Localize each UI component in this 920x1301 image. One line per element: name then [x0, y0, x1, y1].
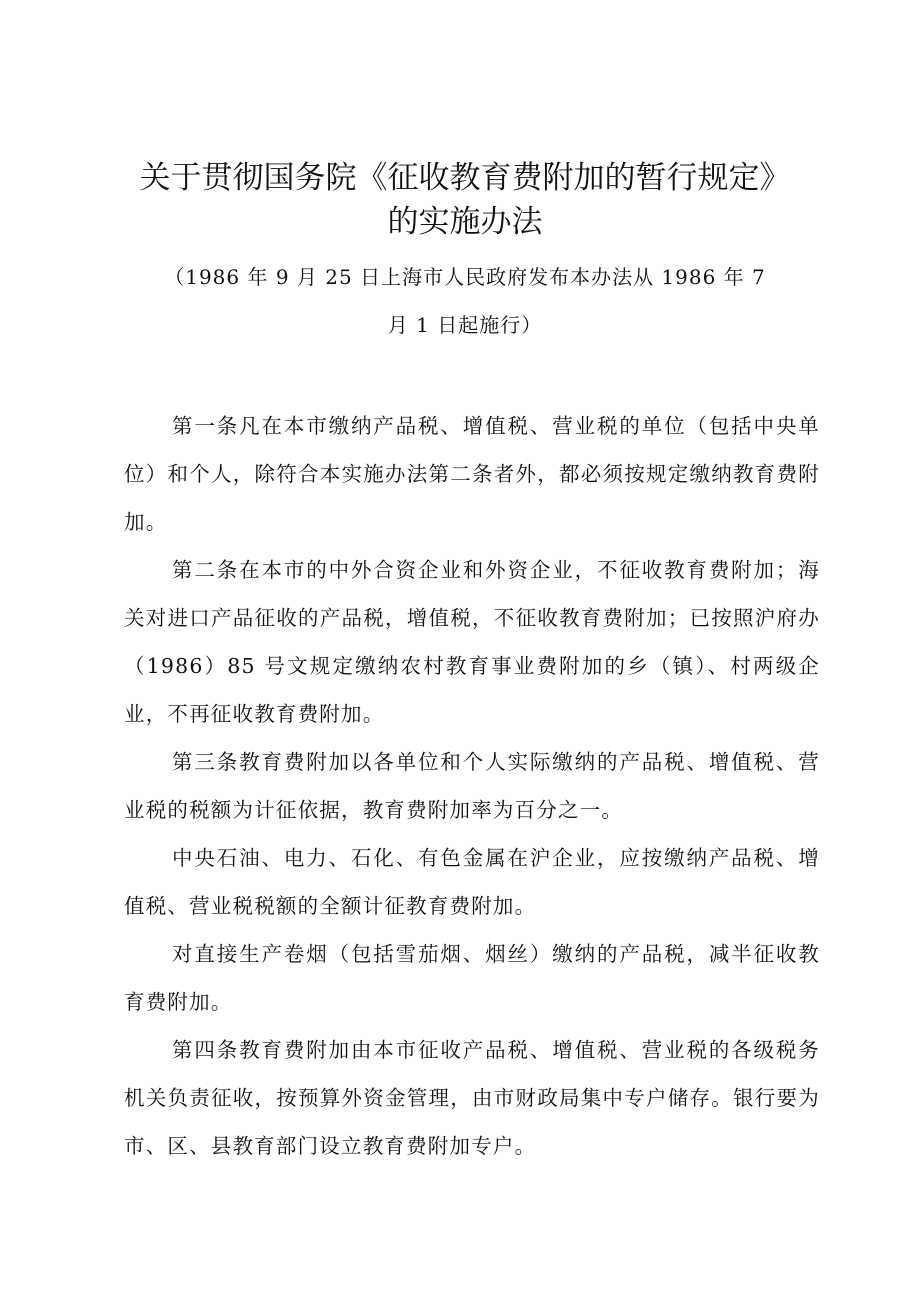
article-3-clause-central-enterprises: 中央石油、电力、石化、有色金属在沪企业，应按缴纳产品税、增值税、营业税税额的全额计征教育费附加。	[124, 846, 820, 918]
article-3-paragraph: 第三条教育费附加以各单位和个人实际缴纳的产品税、增值税、营业税的税额为计征依据，教育费附加率为百分之一。	[124, 750, 820, 822]
document-title-line1: 关于贯彻国务院《征收教育费附加的暂行规定》	[139, 160, 791, 196]
article-4-paragraph: 第四条教育费附加由本市征收产品税、增值税、营业税的各级税务机关负责征收，按预算外资金管理，由市财政局集中专户储存。银行要为市、区、县教育部门设立教育费附加专户。	[124, 1038, 820, 1158]
document-title-line2: 的实施办法	[387, 204, 543, 240]
article-1-paragraph: 第一条凡在本市缴纳产品税、增值税、营业税的单位（包括中央单位）和个人，除符合本实施办法第二条者外，都必须按规定缴纳教育费附加。	[124, 414, 820, 534]
document-subtitle-line1: （1986 年 9 月 25 日上海市人民政府发布本办法从 1986 年 7	[164, 265, 766, 289]
article-2-paragraph: 第二条在本市的中外合资企业和外资企业，不征收教育费附加；海关对进口产品征收的产品税，增值税，不征收教育费附加；已按照沪府办（1986）85 号文规定缴纳农村教育事业费附加的乡（镇）、村两级企业，不再征收教育费附加。	[124, 558, 820, 726]
document-subtitle-line2: 月 1 日起施行）	[387, 313, 543, 337]
article-3-clause-cigarettes: 对直接生产卷烟（包括雪茄烟、烟丝）缴纳的产品税，减半征收教育费附加。	[124, 942, 820, 1014]
